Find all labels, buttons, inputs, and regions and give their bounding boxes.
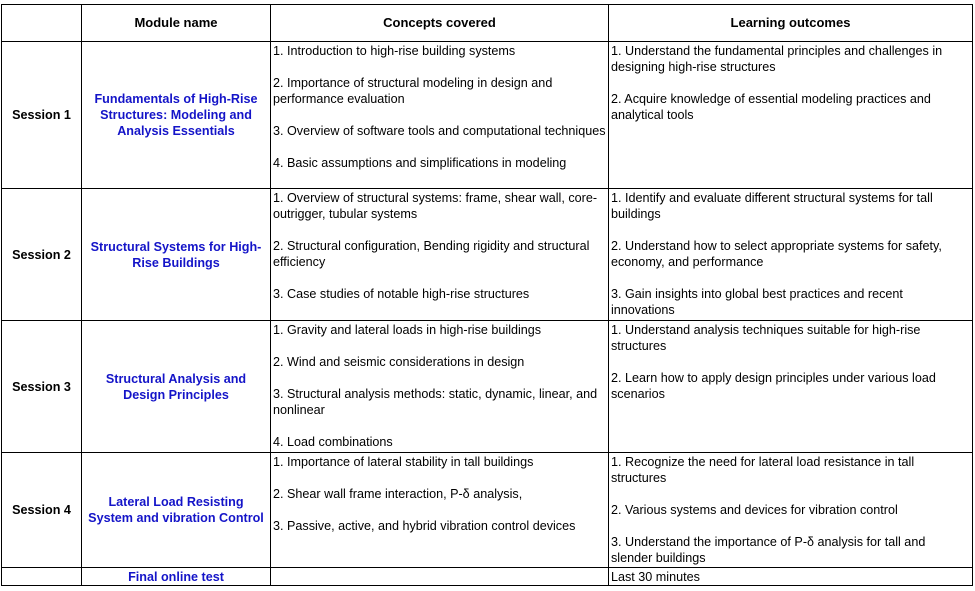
table-row-session-2	[2, 189, 973, 321]
table-row-session-3	[2, 321, 973, 453]
concepts-cell	[271, 453, 609, 568]
session-label: Session 4	[2, 453, 82, 568]
outcome-item: 1. Understand the fundamental principles and challenges in designing high-rise structures	[611, 44, 943, 74]
concepts-cell	[271, 42, 609, 189]
concepts-cell	[271, 568, 609, 586]
outcome-item: 1. Understand analysis techniques suitable for high-rise structures	[611, 323, 921, 353]
session-label: Session 2	[2, 189, 82, 321]
concept-item: 2. Structural configuration, Bending rigidity and structural efficiency	[273, 239, 590, 269]
module-name: Structural Systems for High-Rise Buildings	[82, 189, 271, 321]
outcome-item: 1. Recognize the need for lateral load resistance in tall structures	[611, 455, 915, 485]
outcome-item: 3. Gain insights into global best practices and recent innovations	[611, 287, 903, 317]
concept-item: 3. Case studies of notable high-rise structures	[273, 287, 530, 301]
concepts-cell	[271, 321, 609, 453]
table-row-session-4	[2, 453, 973, 568]
concept-item: 2. Wind and seismic considerations in design	[273, 355, 525, 369]
concept-item: 3. Overview of software tools and computational techniques	[273, 124, 606, 138]
concept-item: 4. Load combinations	[273, 435, 393, 449]
concept-item: 4. Basic assumptions and simplifications in modeling	[273, 156, 567, 170]
outcome-item: 1. Identify and evaluate different structural systems for tall buildings	[611, 191, 933, 221]
module-name: Structural Analysis and Design Principles	[82, 321, 271, 453]
concept-item: 1. Overview of structural systems: frame, shear wall, core-outrigger, tubular systems	[273, 191, 598, 221]
concept-item: 2. Shear wall frame interaction, P-δ analysis,	[273, 487, 523, 501]
outcome-item: 2. Acquire knowledge of essential modeling practices and analytical tools	[611, 92, 931, 122]
session-label: Session 1	[2, 42, 82, 189]
course-schedule-table	[1, 4, 973, 586]
header-concepts-covered: Concepts covered	[271, 5, 609, 42]
concept-item: 3. Passive, active, and hybrid vibration control devices	[273, 519, 576, 533]
outcomes-cell	[609, 453, 973, 568]
module-name: Final online test	[82, 568, 271, 586]
header-row	[2, 5, 973, 42]
outcomes-cell	[609, 42, 973, 189]
outcomes-cell: Last 30 minutes	[609, 568, 973, 586]
module-name: Fundamentals of High-Rise Structures: Modeling and Analysis Essentials	[82, 42, 271, 189]
outcomes-cell	[609, 189, 973, 321]
concept-item: 1. Gravity and lateral loads in high-rise buildings	[273, 323, 542, 337]
concept-item: 2. Importance of structural modeling in design and performance evaluation	[273, 76, 553, 106]
header-learning-outcomes: Learning outcomes	[609, 5, 973, 42]
session-label: Session 3	[2, 321, 82, 453]
header-blank	[2, 5, 82, 42]
concept-item: 3. Structural analysis methods: static, dynamic, linear, and nonlinear	[273, 387, 598, 417]
table-row-session-1	[2, 42, 973, 189]
session-label	[2, 568, 82, 586]
table-row-final	[2, 568, 973, 586]
header-module-name: Module name	[82, 5, 271, 42]
outcome-item: 3. Understand the importance of P-δ analysis for tall and slender buildings	[611, 535, 926, 565]
outcomes-cell	[609, 321, 973, 453]
concept-item: 1. Importance of lateral stability in tall buildings	[273, 455, 534, 469]
concepts-cell	[271, 189, 609, 321]
module-name: Lateral Load Resisting System and vibration Control	[82, 453, 271, 568]
outcome-item: 2. Understand how to select appropriate systems for safety, economy, and performance	[611, 239, 942, 269]
outcome-item: 2. Learn how to apply design principles under various load scenarios	[611, 371, 936, 401]
outcome-item: 2. Various systems and devices for vibration control	[611, 503, 898, 517]
concept-item: 1. Introduction to high-rise building systems	[273, 44, 516, 58]
